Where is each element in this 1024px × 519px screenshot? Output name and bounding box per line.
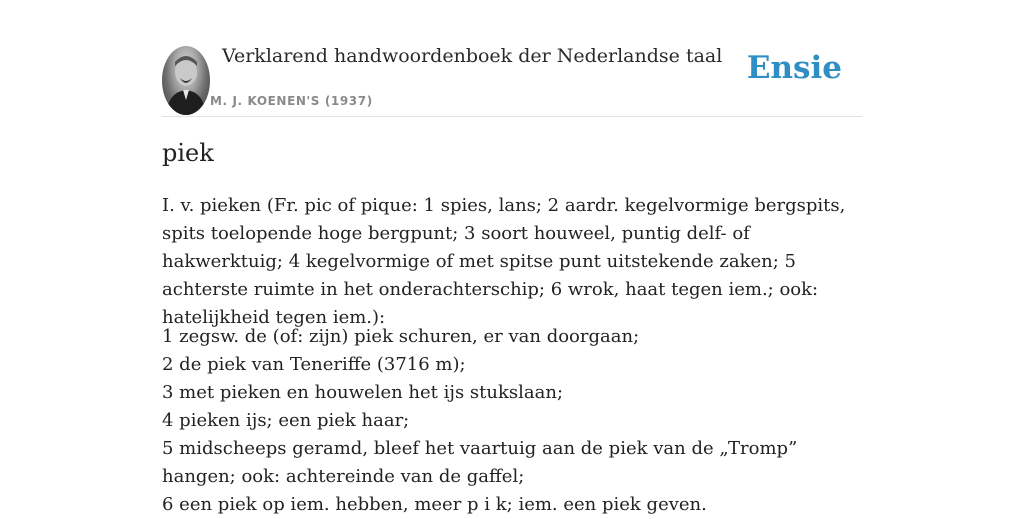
example-line: 1 zegsw. de (of: zijn) piek schuren, er van doorgaan;: [162, 326, 640, 347]
ensie-logo-link[interactable]: Ensie: [746, 50, 842, 86]
example-line: 4 pieken ijs; een piek haar;: [162, 410, 410, 431]
site-header: [162, 0, 862, 117]
entry-examples: [162, 323, 862, 519]
book-title: Verklarend handwoordenboek der Nederlandse taal: [222, 45, 723, 67]
example-line: 2 de piek van Teneriffe (3716 m);: [162, 354, 466, 375]
example-line: 6 een piek op iem. hebben, meer p i k; iem. een piek geven.: [162, 494, 707, 515]
author-portrait-icon: [162, 46, 210, 115]
entry-headword: piek: [162, 139, 214, 167]
author-label: M. J. KOENEN'S (1937): [210, 94, 373, 108]
example-line: 3 met pieken en houwelen het ijs stukslaan;: [162, 382, 564, 403]
entry-definition: I. v. pieken (Fr. pic of pique: 1 spies, lans; 2 aardr. kegelvormige bergspits, spits toelopende hoge bergpunt; 3 soort houweel, puntig delf- of hakwerktuig; 4 kegelvormige of met spitse punt uitstekende zaken; 5 achterste ruimte in het onderachterschip; 6 wrok, haat tegen iem.; ook: hatelijkheid tegen iem.):: [162, 195, 846, 328]
example-line: 5 midscheeps geramd, bleef het vaartuig aan de piek van de „Tromp” hangen; ook: achtereinde van de gaffel;: [162, 438, 798, 487]
page-content: [162, 0, 862, 515]
